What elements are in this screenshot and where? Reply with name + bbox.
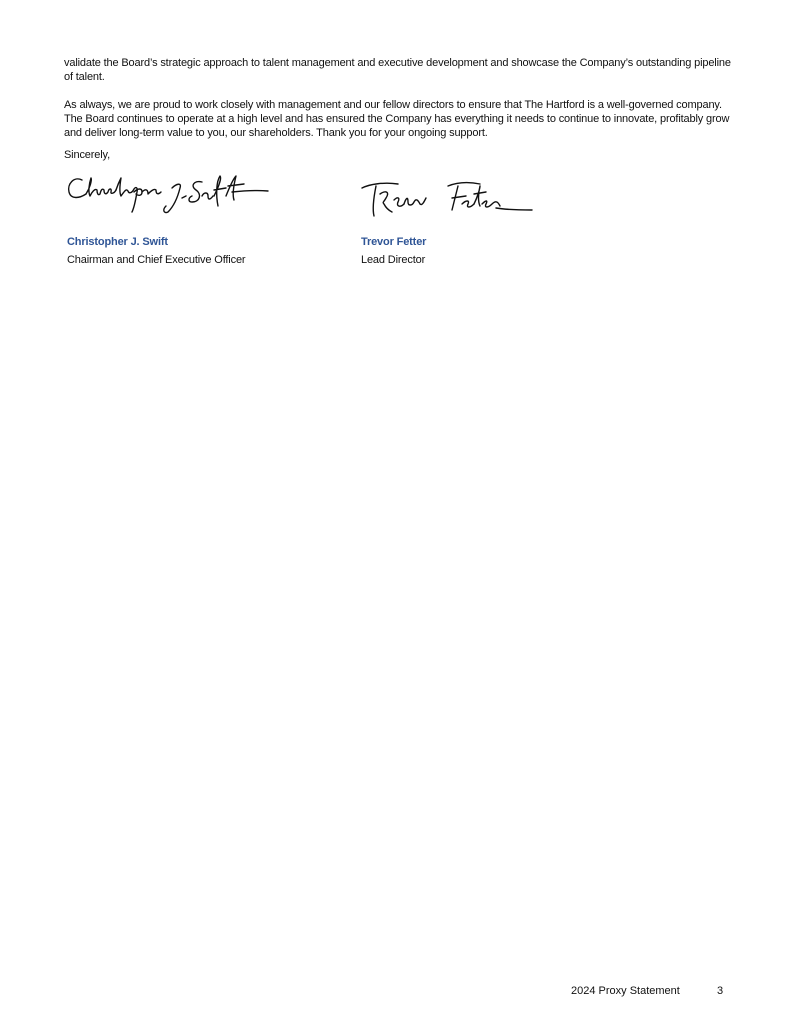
signer-title: Chairman and Chief Executive Officer [67,254,246,266]
letter-paragraph-2: As always, we are proud to work closely with management and our fellow directors to ensure that The Hartford is a well-governed company. The Board continues to operate at a high level and has ensured the Company has everything it needs to continue to innovate, profitably grow and deliver long-term value to you, our shareholders. Thank you for your ongoing support. [64,99,730,139]
signature-trevor-fetter [358,176,536,222]
signer-title: Lead Director [361,254,426,266]
signer-name: Christopher J. Swift [67,236,168,248]
signer-name: Trevor Fetter [361,236,427,248]
footer-document-title: 2024 Proxy Statement [571,985,680,997]
footer-page-number: 3 [717,985,724,997]
letter-closing: Sincerely, [64,149,110,161]
letter-paragraph-1: validate the Board’s strategic approach to talent management and executive development and showcase the Company’s outstanding pipeline of talent. [64,57,731,83]
signature-christopher-swift [64,172,274,218]
